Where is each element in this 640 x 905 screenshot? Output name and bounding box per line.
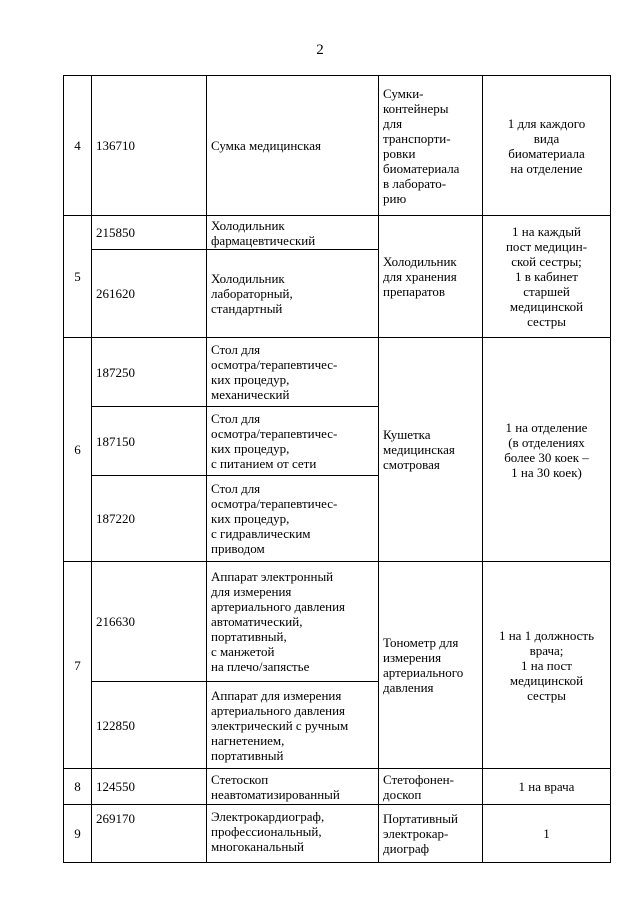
row-number: 9 (64, 805, 92, 863)
equipment-category: Тонометр для измерения артериального давления (379, 562, 483, 769)
row-number: 4 (64, 76, 92, 216)
row-number: 6 (64, 338, 92, 562)
equipment-category: Портативный электрокар- диограф (379, 805, 483, 863)
table-row (64, 76, 611, 216)
item-name: Стол для осмотра/терапевтичес- ких процедур, с гидравлическим приводом (207, 476, 379, 562)
equipment-category: Сумки- контейнеры для транспорти- ровки биоматериала в лаборато- рию (379, 76, 483, 216)
equipment-table (63, 75, 611, 863)
quantity-norm: 1 на отделение (в отделениях более 30 коек – 1 на 30 коек) (483, 338, 611, 562)
item-name: Электрокардиограф, профессиональный, многоканальный (207, 805, 379, 863)
quantity-norm: 1 на 1 должность врача; 1 на пост медицинской сестры (483, 562, 611, 769)
equipment-category: Стетофонен- доскоп (379, 769, 483, 805)
page-number: 2 (316, 42, 324, 58)
item-code: 187220 (92, 476, 207, 562)
item-code: 215850 (92, 216, 207, 250)
item-name: Стол для осмотра/терапевтичес- ких процедур, с питанием от сети (207, 407, 379, 476)
row-number: 7 (64, 562, 92, 769)
item-code: 122850 (92, 682, 207, 769)
quantity-norm: 1 на врача (483, 769, 611, 805)
item-code: 216630 (92, 562, 207, 682)
table-row (64, 338, 611, 407)
item-name: Стол для осмотра/терапевтичес- ких процедур, механический (207, 338, 379, 407)
table-row (64, 216, 611, 250)
quantity-norm: 1 (483, 805, 611, 863)
item-name: Сумка медицинская (207, 76, 379, 216)
item-code: 261620 (92, 250, 207, 338)
equipment-category: Кушетка медицинская смотровая (379, 338, 483, 562)
item-code: 124550 (92, 769, 207, 805)
table-row (64, 769, 611, 805)
item-name: Аппарат электронный для измерения артериального давления автоматический, портативный, с манжетой на плечо/запястье (207, 562, 379, 682)
item-code: 187250 (92, 338, 207, 407)
quantity-norm: 1 для каждого вида биоматериала на отделение (483, 76, 611, 216)
item-code: 187150 (92, 407, 207, 476)
item-name: Холодильник фармацевтический (207, 216, 379, 250)
row-number: 5 (64, 216, 92, 338)
item-name: Аппарат для измерения артериального давления электрический с ручным нагнетением, портативный (207, 682, 379, 769)
item-code: 136710 (92, 76, 207, 216)
quantity-norm: 1 на каждый пост медицин- ской сестры; 1 в кабинет старшей медицинской сестры (483, 216, 611, 338)
item-name: Стетоскоп неавтоматизированный (207, 769, 379, 805)
equipment-category: Холодильник для хранения препаратов (379, 216, 483, 338)
table-row (64, 562, 611, 682)
item-code: 269170 (92, 805, 207, 863)
item-name: Холодильник лабораторный, стандартный (207, 250, 379, 338)
table-row (64, 805, 611, 863)
row-number: 8 (64, 769, 92, 805)
